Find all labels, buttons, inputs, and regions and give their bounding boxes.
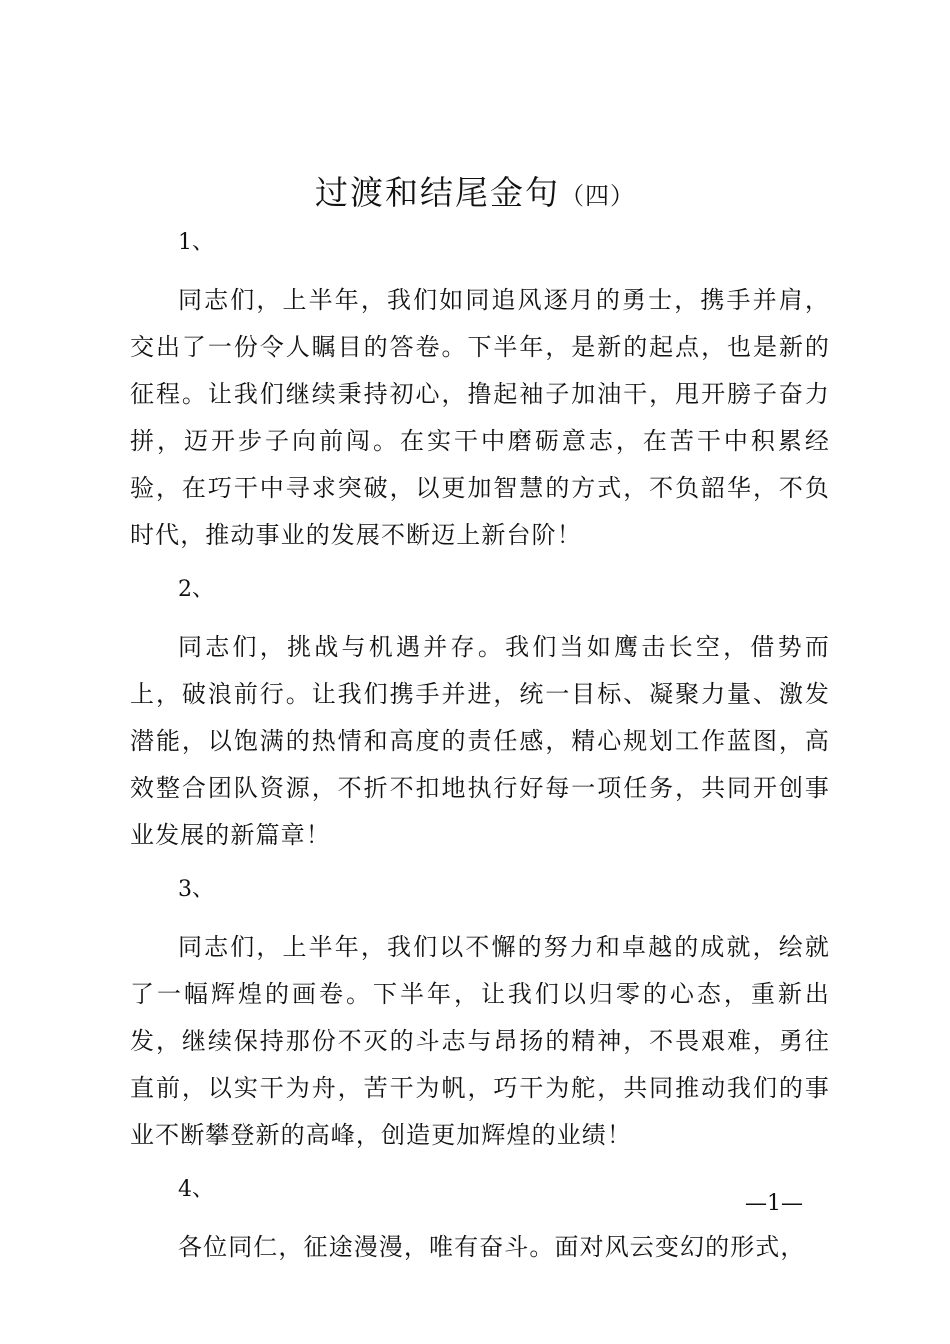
section-number-1: 1、 bbox=[178, 230, 214, 255]
section-paragraph-4: 各位同仁，征途漫漫，唯有奋斗。面对风云变幻的形式， bbox=[178, 1233, 806, 1261]
title-main: 过渡和结尾金句 bbox=[315, 173, 560, 212]
document-title bbox=[0, 168, 950, 221]
section-number-3: 3、 bbox=[178, 877, 214, 902]
section-paragraph-3: 同志们，上半年，我们以不懈的努力和卓越的成就，绘就了一幅辉煌的画卷。下半年，让我们以归零的心态，重新出发，继续保持那份不灭的斗志与昂扬的精神，不畏艰难，勇往直前，以实干为舟，苦干为帆，巧干为舵，共同推动我们的事业不断攀登新的高峰，创造更加辉煌的业绩！ bbox=[130, 933, 830, 1149]
section-paragraph-2: 同志们，挑战与机遇并存。我们当如鹰击长空，借势而上，破浪前行。让我们携手并进，统一目标、凝聚力量、激发潜能，以饱满的热情和高度的责任感，精心规划工作蓝图，高效整合团队资源，不折不扣地执行好每一项任务，共同开创事业发展的新篇章！ bbox=[130, 633, 830, 849]
section-number-2: 2、 bbox=[178, 577, 214, 602]
document-body bbox=[130, 220, 830, 1279]
page-number: —1— bbox=[745, 1191, 803, 1216]
section-paragraph-1: 同志们，上半年，我们如同追风逐月的勇士，携手并肩，交出了一份令人瞩目的答卷。下半年，是新的起点，也是新的征程。让我们继续秉持初心，撸起袖子加油干，甩开膀子奋力拼，迈开步子向前闯。在实干中磨砺意志，在苦干中积累经验，在巧干中寻求突破，以更加智慧的方式，不负韶华，不负时代，推动事业的发展不断迈上新台阶！ bbox=[130, 286, 830, 549]
title-suffix: （四） bbox=[560, 182, 635, 210]
section-number-4: 4、 bbox=[178, 1177, 214, 1202]
